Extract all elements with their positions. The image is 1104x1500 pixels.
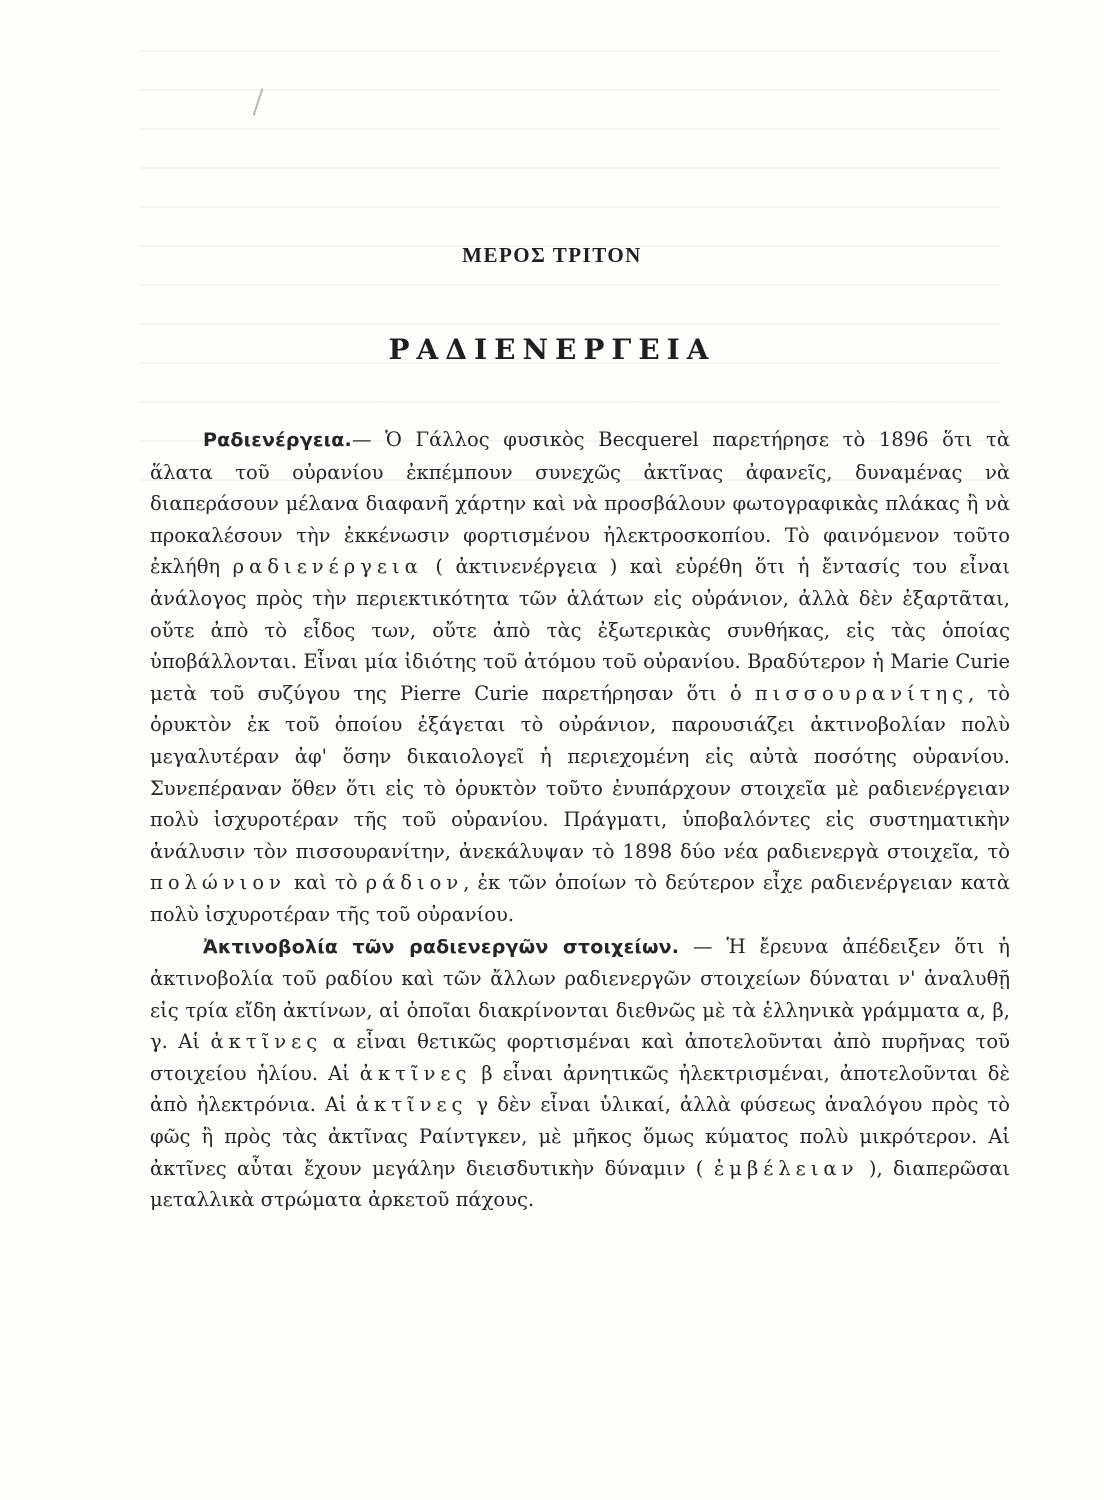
spaced-term: ἀκτῖνες — [359, 1061, 472, 1085]
paragraph-text: , τὸ ὀρυκτὸν ἐκ τοῦ ὁποίου ἐξάγεται τὸ οὐράνιον, παρουσιάζει ἀκτινοβολίαν πολὺ μεγαλυτέραν ἀφ' ὅσην δικαιολογεῖ ἡ περιεχομένη εἰς αὐτὰ ποσότης οὐρανίου. Συνεπέραναν ὅθεν ὅτι εἰς τὸ ὀρυκτὸν τοῦτο ἐνυπάρχουν στοιχεῖα μὲ ραδιενέργειαν πολὺ ἰσχυροτέραν τῆς τοῦ οὐρανίου. Πράγματι, ὑποβαλόντες εἰς συστηματικὴν ἀνάλυσιν τὸν πισσουρανίτην, ἀνεκάλυψαν τὸ 1898 δύο νέα ραδιενεργὰ στοιχεῖα, τὸ — [150, 681, 1010, 863]
paragraph-text: β εἶναι ἀρνητικῶς ἠλεκτρισμέναι, ἀποτελοῦνται δὲ ἀπὸ ἠλεκτρόνια. Αἱ — [150, 1061, 1011, 1117]
section-heading-radiation: Ἀκτινοβολία τῶν ραδιενεργῶν στοιχείων. — [203, 935, 680, 958]
paragraph-text: γ δὲν εἶναι ὑλικαί, ἀλλὰ φύσεως ἀναλόγου πρὸς τὸ φῶς ἢ πρὸς τὰς ἀκτῖνας Ραίντγκεν, μὲ μῆκος ὅμως κύματος πολὺ μικρότερον. Αἱ ἀκτῖνες αὗται ἔχουν μεγάλην διεισδυτικὴν δύναμιν ( — [150, 1093, 1010, 1180]
paragraph-text: καὶ τὸ — [285, 871, 366, 895]
spaced-term: πισσουρανίτης — [754, 681, 969, 705]
spaced-term: πολώνιον — [150, 871, 286, 895]
chapter-title: ΡΑΔΙΕΝΕΡΓΕΙΑ — [388, 333, 716, 366]
paragraph-text: , ἐκ τῶν ὁποίων τὸ δεύτερον εἶχε ραδιενέργειαν κατὰ πολὺ ἰσχυροτέραν τῆς τοῦ οὐρανίου. — [150, 871, 1011, 926]
paragraph-text: ( ἀκτινενέργεια ) καὶ εὑρέθη ὅτι ἡ ἔντασίς του εἶναι ἀνάλογος πρὸς τὴν περιεκτικότητα τῶν ἁλάτων εἰς οὐράνιον, ἀλλὰ δὲν ἐξαρτᾶται, οὔτε ἀπὸ τὸ εἶδος των, οὔτε ἀπὸ τὰς ἐξωτερικὰς συνθήκας, εἰς τὰς ὁποίας ὑποβάλλονται. Εἶναι μία ἰδιότης τοῦ ἀτόμου τοῦ οὐρανίου. Βραδύτερον ἡ Marie Curie μετὰ τοῦ συζύγου της Pierre Curie παρετήρησαν ὅτι ὁ — [150, 555, 1010, 705]
paragraph-text: — Ἡ ἔρευνα ἀπέδειξεν ὅτι ἡ ἀκτινοβολία τοῦ ραδίου καὶ τῶν ἄλλων ραδιενεργῶν στοιχείων δύναται ν' ἀναλυθῇ εἰς τρία εἴδη ἀκτίνων, αἱ ὁποῖαι διακρίνονται διεθνῶς μὲ τὰ ἑλληνικὰ γράμματα α, β, γ. Αἱ — [150, 934, 1010, 1054]
paragraph-text: ), διαπερῶσαι μεταλλικὰ στρώματα ἀρκετοῦ πάχους. — [150, 1156, 1011, 1212]
paragraph-radioactivity — [150, 424, 1010, 931]
part-heading: ΜΕΡΟΣ ΤΡΙΤΟΝ — [462, 243, 642, 267]
paragraph-text: α εἶναι θετικῶς φορτισμέναι καὶ ἀποτελοῦνται ἀπὸ πυρῆνας τοῦ στοιχείου ἡλίου. Αἱ — [150, 1030, 1010, 1085]
paragraph-radiation — [150, 931, 1010, 1216]
spaced-term: ἀκτῖνες — [355, 1093, 468, 1117]
spaced-term: ραδιενέργεια — [232, 555, 423, 579]
spaced-term: ἐμβέλειαν — [713, 1156, 859, 1180]
body-text — [150, 424, 1010, 1216]
paragraph-text: — Ὁ Γάλλος φυσικὸς Becquerel παρετήρησε τὸ 1896 ὅτι τὰ ἅλατα τοῦ οὐρανίου ἐκπέμπουν συνεχῶς ἀκτῖνας ἀφανεῖς, δυναμένας νὰ διαπεράσουν μέλανα διαφανῆ χάρτην καὶ νὰ προσβάλουν φωτογραφικὰς πλάκας ἢ νὰ προκαλέσουν τὴν ἐκκένωσιν φορτισμένου ἠλεκτροσκοπίου. Τὸ φαινόμενον τοῦτο ἐκλήθη — [150, 428, 1010, 579]
spaced-term: ράδιον — [365, 871, 464, 895]
section-heading-radioactivity: Ραδιενέργεια. — [203, 429, 352, 451]
spaced-term: ἀκτῖνες — [210, 1030, 323, 1054]
